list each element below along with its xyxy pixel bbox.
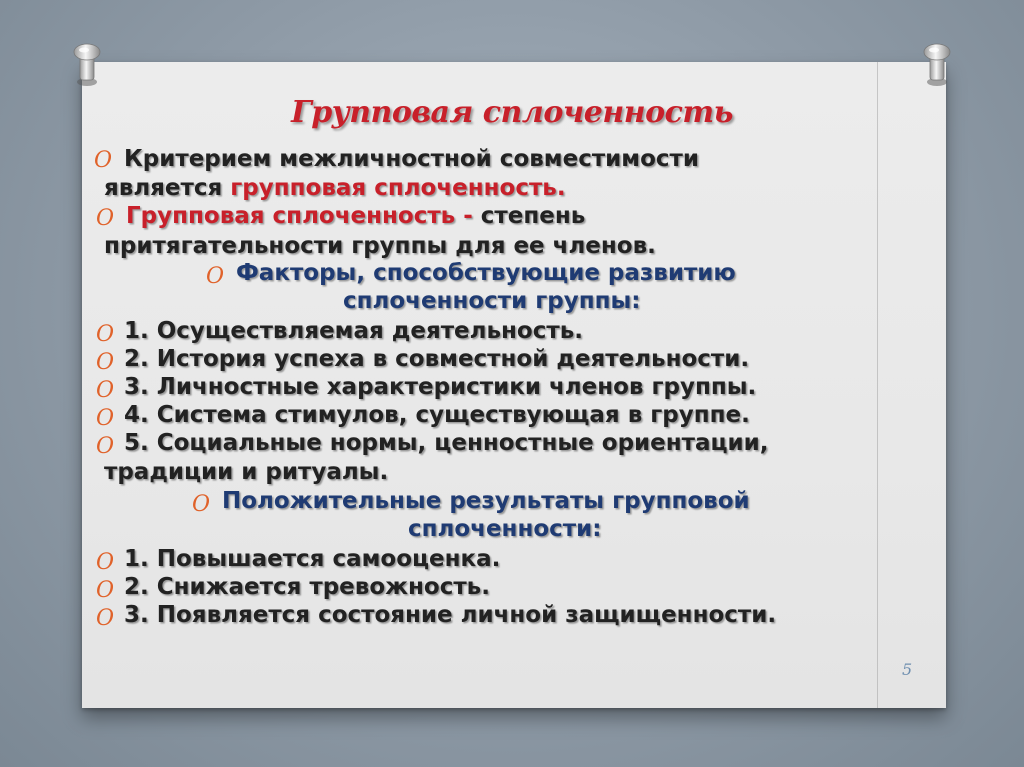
line-text: Критерием межличностной совместимости xyxy=(124,146,699,172)
bullet-icon: O xyxy=(96,550,115,575)
bullet-icon: O xyxy=(96,578,115,603)
list-item: 1. Осуществляемая деятельность. xyxy=(124,318,583,344)
list-item: 1. Повышается самооценка. xyxy=(124,546,501,572)
page-number: 5 xyxy=(902,660,913,679)
line-text: степень xyxy=(480,203,586,229)
bullet-icon: O xyxy=(96,406,115,431)
pushpin-icon xyxy=(70,42,104,88)
card-divider xyxy=(877,62,878,708)
section-heading: сплоченности: xyxy=(408,516,602,542)
bullet-icon: O xyxy=(96,322,115,347)
list-item: традиции и ритуалы. xyxy=(104,459,389,485)
bullet-icon: O xyxy=(94,148,113,173)
bullet-icon: O xyxy=(96,350,115,375)
slide-title: Групповая сплоченность xyxy=(291,95,733,130)
body-line xyxy=(126,203,585,229)
bullet-icon: O xyxy=(96,434,115,459)
line-text: является xyxy=(104,175,231,201)
bullet-icon: O xyxy=(192,492,211,517)
section-heading: сплоченности группы: xyxy=(343,288,641,314)
bullet-icon: O xyxy=(96,606,115,631)
list-item: 2. История успеха в совместной деятельности. xyxy=(124,346,750,372)
highlight-text: Групповая сплоченность - xyxy=(126,203,481,229)
list-item: 5. Социальные нормы, ценностные ориентации, xyxy=(124,430,769,456)
bullet-icon: O xyxy=(96,206,115,231)
body-line xyxy=(104,175,566,201)
line-text: притягательности группы для ее членов. xyxy=(104,233,656,259)
bullet-icon: O xyxy=(96,378,115,403)
section-heading: Положительные результаты групповой xyxy=(222,488,750,514)
section-heading: Факторы, способствующие развитию xyxy=(236,260,736,286)
list-item: 2. Снижается тревожность. xyxy=(124,574,490,600)
list-item: 3. Личностные характеристики членов группы. xyxy=(124,374,757,400)
list-item: 4. Система стимулов, существующая в группе. xyxy=(124,402,750,428)
pushpin-icon xyxy=(920,42,954,88)
list-item: 3. Появляется состояние личной защищенности. xyxy=(124,602,777,628)
body-line xyxy=(124,146,699,172)
bullet-icon: O xyxy=(206,264,225,289)
highlight-text: групповая сплоченность. xyxy=(230,175,566,201)
body-line xyxy=(104,233,656,259)
